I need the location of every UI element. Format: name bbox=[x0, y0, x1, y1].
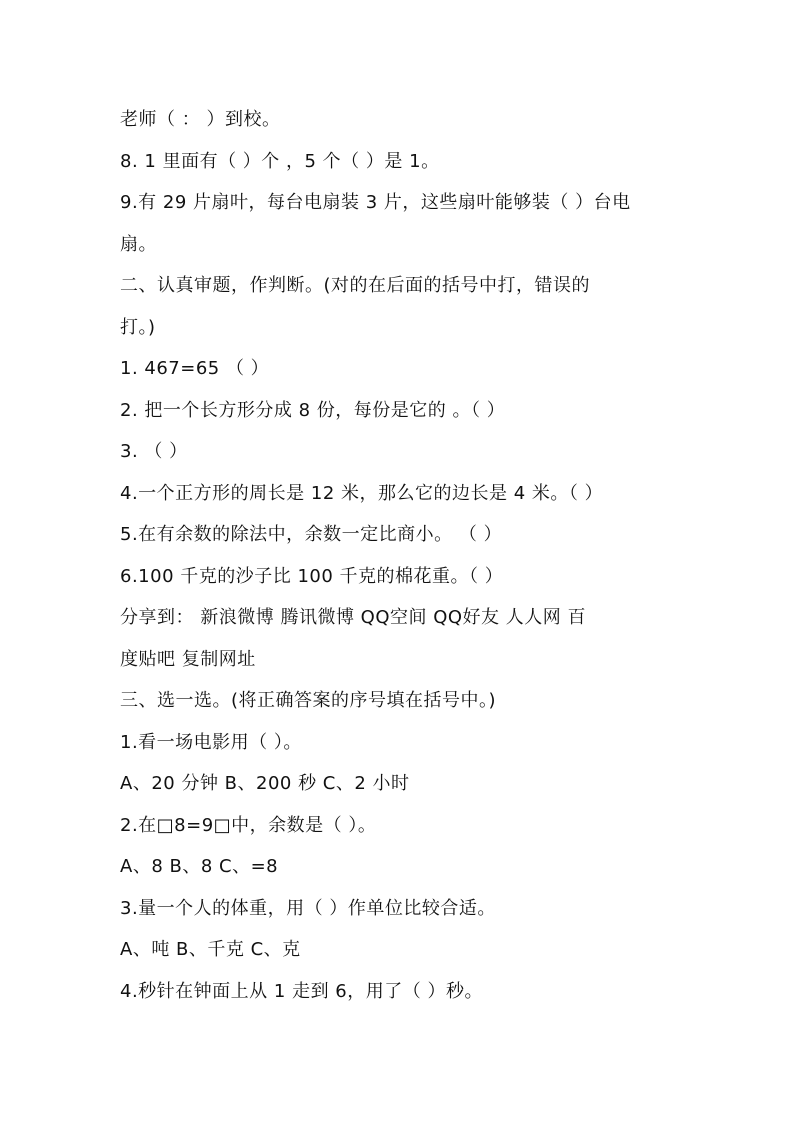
text-line-arrival-time: 老师（ ： ）到校。 bbox=[120, 109, 281, 130]
judge-item-1: 1. 467=65 （ ） bbox=[120, 358, 270, 379]
judge-item-5: 5.在有余数的除法中，余数一定比商小。 （ ） bbox=[120, 524, 503, 545]
section-2-heading-continued: 打。) bbox=[120, 316, 156, 338]
question-9: 9.有 29 片扇叶，每台电扇装 3 片，这些扇叶能够装（ ）台电 bbox=[120, 192, 631, 213]
section-3-heading: 三、选一选。(将正确答案的序号填在括号中。) bbox=[120, 690, 497, 711]
judge-item-4: 4.一个正方形的周长是 12 米，那么它的边长是 4 米。（ ） bbox=[120, 482, 604, 504]
question-9-continued: 扇。 bbox=[120, 233, 157, 255]
judge-item-6: 6.100 千克的沙子比 100 千克的棉花重。（ ） bbox=[120, 565, 504, 587]
share-links: 分享到： 新浪微博 腾讯微博 QQ空间 QQ好友 人人网 百 bbox=[120, 607, 586, 628]
choice-question-4: 4.秒针在钟面上从 1 走到 6，用了（ ）秒。 bbox=[120, 980, 483, 1002]
document-body bbox=[120, 99, 680, 1012]
choice-options-3: A、吨 B、千克 C、克 bbox=[120, 939, 301, 960]
choice-question-1: 1.看一场电影用（ ）。 bbox=[120, 731, 302, 753]
question-8: 8. 1 里面有（ ）个 ，5 个（ ）是 1。 bbox=[120, 150, 440, 172]
choice-question-3: 3.量一个人的体重，用（ ）作单位比较合适。 bbox=[120, 897, 496, 919]
judge-item-3: 3. （ ） bbox=[120, 441, 188, 462]
choice-options-2: A、8 B、8 C、=8 bbox=[120, 856, 279, 877]
section-2-heading: 二、认真审题，作判断。(对的在后面的括号中打，错误的 bbox=[120, 275, 591, 296]
choice-question-2: 2.在□8=9□中，余数是（ ）。 bbox=[120, 814, 377, 836]
choice-options-1: A、20 分钟 B、200 秒 C、2 小时 bbox=[120, 773, 410, 794]
judge-item-2: 2. 把一个长方形分成 8 份，每份是它的 。（ ） bbox=[120, 399, 506, 421]
share-links-continued: 度贴吧 复制网址 bbox=[120, 648, 256, 670]
